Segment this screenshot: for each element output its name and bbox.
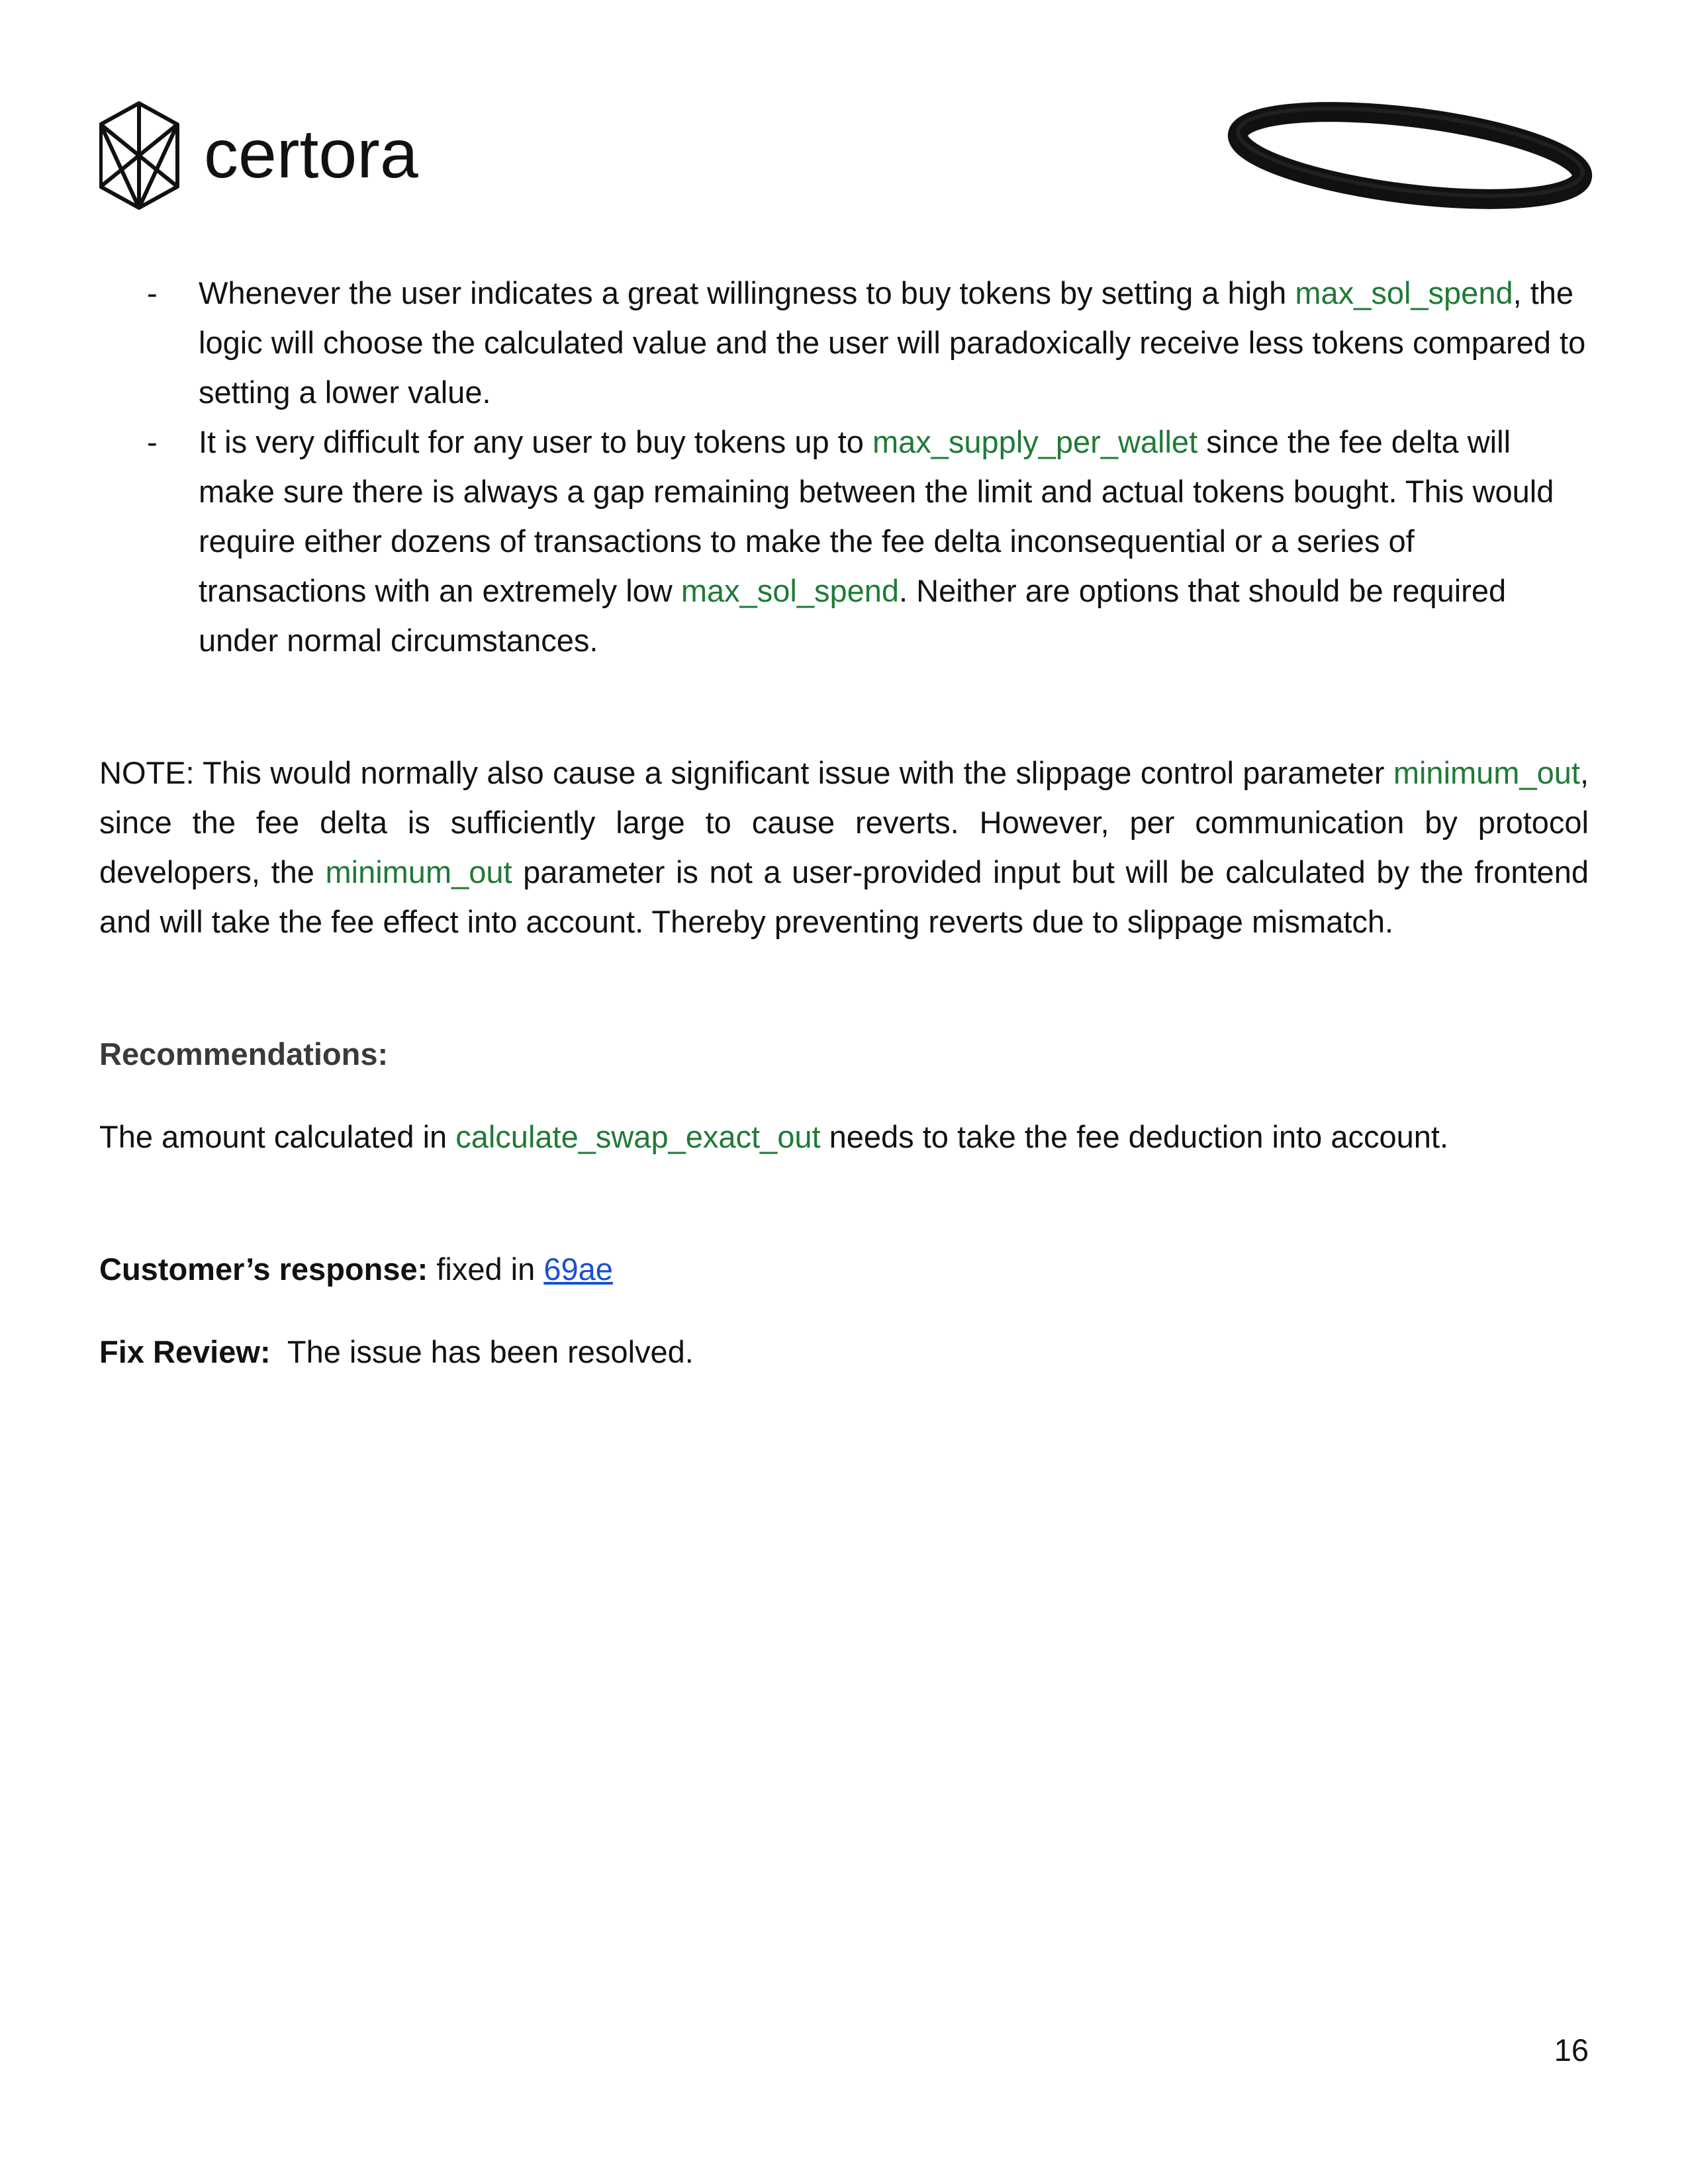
commit-link[interactable]: 69ae [543,1251,613,1287]
recommendations-heading: Recommendations: [99,1036,389,1071]
recommendations-paragraph [99,1112,1589,1161]
code-term: calculate_swap_exact_out [455,1119,821,1154]
note-text: , since the fee delta is sufficiently large to cause reverts. However, per communication by protocol developers, the [99,755,1589,889]
code-term: minimum_out [325,854,512,889]
bullet-text: . Neither are options that should be required under normal circumstances. [199,573,1507,658]
code-term: max_sol_spend [680,573,900,608]
black-ring-icon [1218,99,1602,212]
customer-response [99,1244,1589,1294]
fix-review-label: Fix Review: [99,1334,271,1369]
note-text: parameter is not a user-provided input but will be calculated by the frontend and will take the fee effect into account. Thereby preventing reverts due to slippage mismatch. [99,854,1589,939]
customer-response-text: fixed in [428,1251,544,1287]
note-text: NOTE: This would normally also cause a significant issue with the slippage control parameter [99,755,1393,790]
bullet-marker: - [147,424,158,459]
page-number: 16 [1554,2032,1589,2068]
certora-logo [99,99,470,212]
customer-response-label: Customer’s response: [99,1251,428,1287]
logo-text: certora [204,116,418,193]
fix-review [99,1327,1589,1377]
bullet-list [147,268,1590,665]
bullet-text: , the logic will choose the calculated value and the user will paradoxically receive less tokens compared to setting a lower value. [199,275,1586,410]
recommendation-text: The amount calculated in [99,1119,456,1154]
bullet-text: Whenever the user indicates a great willingness to buy tokens by setting a high [199,275,1295,310]
code-term: minimum_out [1393,755,1580,790]
fix-review-text: The issue has been resolved. [270,1334,694,1369]
bullet-text: since the fee delta will make sure there is always a gap remaining between the limit and actual tokens bought. This would require either dozens of transactions to make the fee delta inconsequential or a series of transactions with an extremely low [199,424,1554,608]
code-term: max_sol_spend [1295,275,1513,310]
bullet-text: It is very difficult for any user to buy tokens up to [199,424,872,459]
bullet-marker: - [147,275,158,310]
note-paragraph [99,748,1589,946]
recommendation-text: needs to take the fee deduction into account. [820,1119,1449,1154]
list-item [147,268,1590,417]
list-item [147,417,1590,665]
code-term: max_supply_per_wallet [872,424,1198,459]
